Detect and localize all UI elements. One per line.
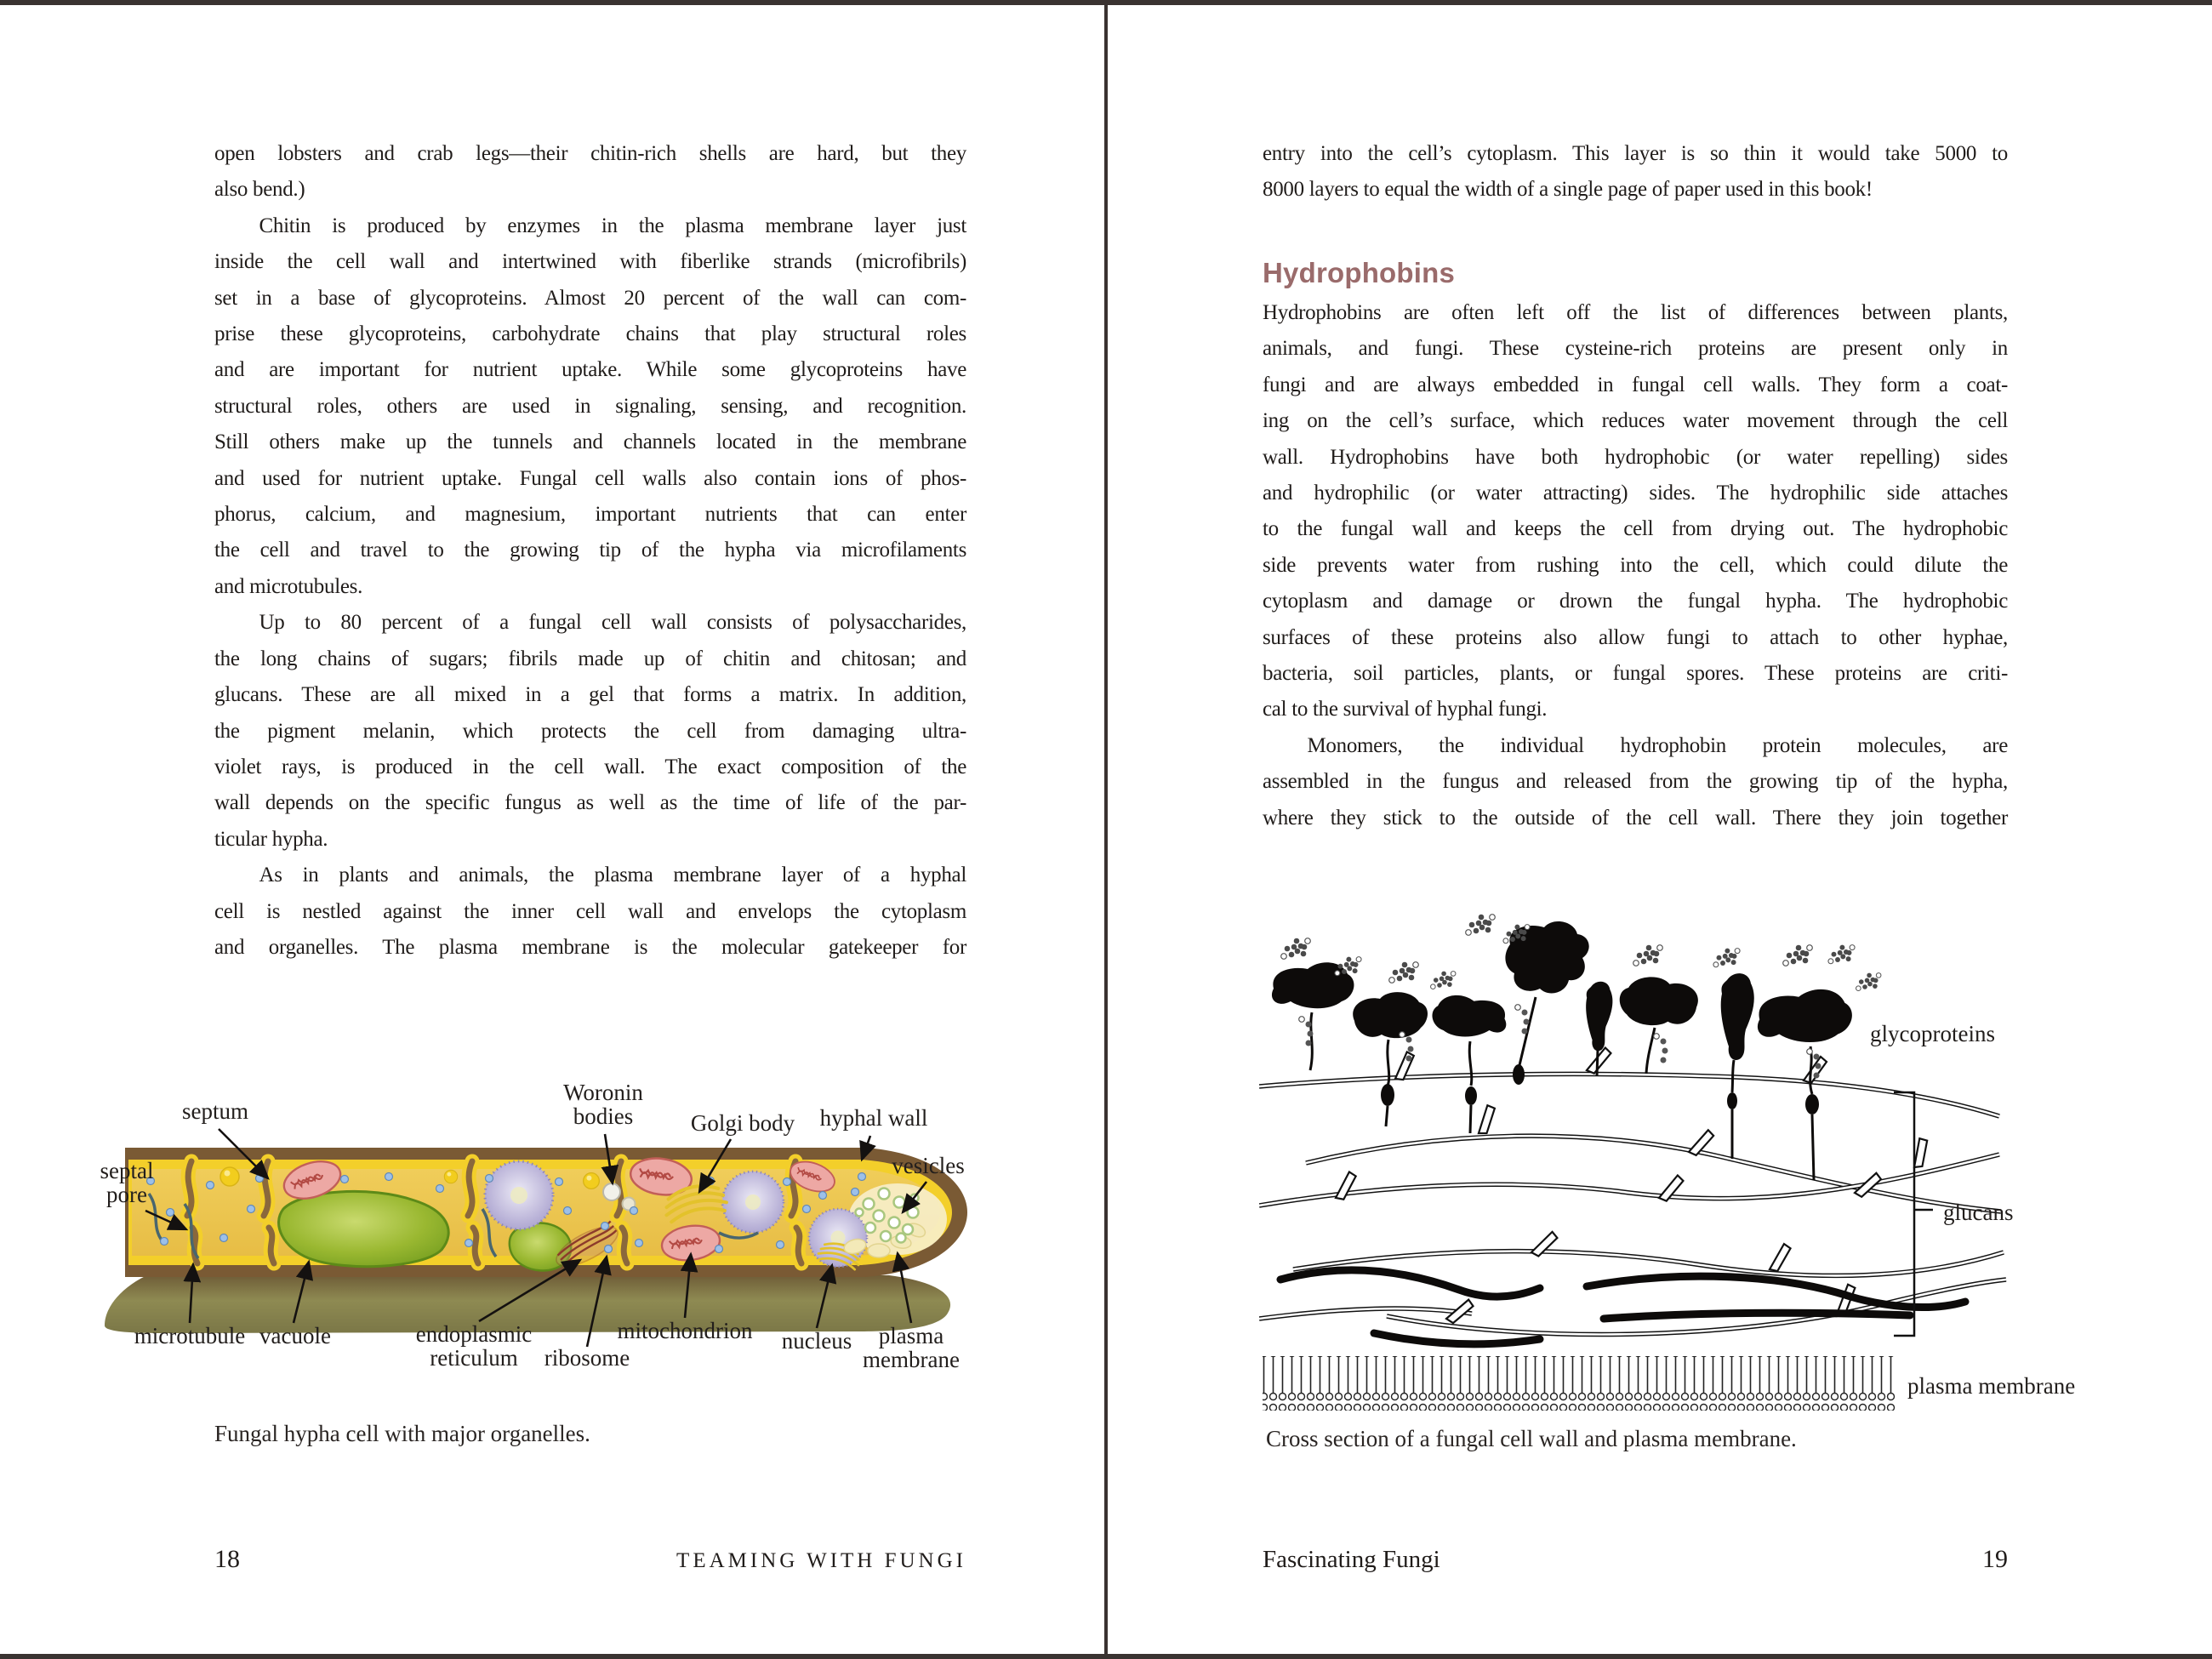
spread-gutter-divider [1104, 0, 1108, 1659]
text-line: and used for nutrient uptake. Fungal cell walls also contain ions of phos- [214, 466, 966, 490]
label-vacuole: vacuole [259, 1323, 331, 1348]
glucan-strands [1259, 1074, 2006, 1334]
paragraph [214, 605, 966, 858]
label-endoplasmic: endoplasmic [415, 1321, 533, 1347]
label-golgi-body: Golgi body [690, 1110, 795, 1136]
text-line: Chitin is produced by enzymes in the plasma membrane layer just [259, 214, 966, 237]
label-reticulum: reticulum [430, 1345, 518, 1371]
label-mitochondrion: mitochondrion [617, 1318, 753, 1343]
right-page-footer [1263, 1545, 2008, 1574]
text-line: entry into the cell’s cytoplasm. This layer is so thin it would take 5000 to [1263, 142, 2008, 165]
text-line: violet rays, is produced in the cell wall. The exact composition of the [214, 755, 966, 778]
label-woronin: Woronin [563, 1080, 643, 1105]
text-line: the long chains of sugars; fibrils made up of chitin and chitosan; and [214, 647, 966, 670]
text-line: Up to 80 percent of a fungal cell wall consists of polysaccharides, [259, 611, 966, 635]
text-line: and hydrophilic (or water attracting) sides. The hydrophilic side attaches [1263, 482, 2008, 505]
label-nucleus: nucleus [781, 1328, 852, 1354]
label-plasma-membrane: plasma membrane [1907, 1373, 2076, 1399]
text-line: wall depends on the specific fungus as well as the time of life of the par- [214, 791, 966, 815]
text-line: Hydrophobins are often left off the list of differences between plants, [1263, 301, 2008, 324]
left-page-footer [214, 1545, 966, 1574]
left-page-text-column [214, 136, 966, 966]
text-line: phorus, calcium, and magnesium, important nutrients that can enter [214, 503, 966, 527]
text-line: Still others make up the tunnels and channels located in the membrane [214, 430, 966, 454]
label-vesicles: vesicles [892, 1153, 965, 1178]
paragraph [214, 136, 966, 208]
text-line: side prevents water from rushing into the cell, which could dilute the [1263, 553, 2008, 577]
label-microtubule: microtubule [134, 1323, 246, 1348]
section-heading-hydrophobins: Hydrophobins [1263, 257, 1456, 288]
figure-cell-wall-cross-section [1259, 912, 2093, 1431]
right-page-intro-column [1263, 136, 2008, 208]
label-hyphal-wall: hyphal wall [819, 1105, 928, 1131]
lipid-droplet-1 [220, 1167, 239, 1186]
left-figure-caption: Fungal hypha cell with major organelles. [214, 1421, 590, 1446]
label-glucans: glucans [1943, 1200, 2014, 1225]
text-line: surfaces of these proteins also allow fungi to attach to other hyphae, [1263, 625, 2008, 649]
right-page-body-column [1263, 295, 2008, 836]
paragraph [214, 858, 966, 966]
text-line: wall. Hydrophobins have both hydrophobic (or water repelling) sides [1263, 445, 2008, 469]
text-line: and are important for nutrient uptake. While some glycoproteins have [214, 358, 966, 382]
text-line: animals, and fungi. These cysteine-rich proteins are present only in [1263, 337, 2008, 361]
paragraph [1263, 295, 2008, 728]
figure-fungal-hypha-cell [89, 1066, 974, 1423]
label-bodies: bodies [573, 1103, 634, 1129]
text-line: open lobsters and crab legs—their chitin-rich shells are hard, but they [214, 142, 966, 165]
text-line: cell is nestled against the inner cell wall and envelops the cytoplasm [214, 899, 966, 923]
text-line: ing on the cell’s surface, which reduces water movement through the cell [1263, 409, 2008, 433]
text-line: to the fungal wall and keeps the cell from drying out. The hydrophobic [1263, 517, 2008, 541]
text-line: inside the cell wall and intertwined with fiberlike strands (microfibrils) [214, 250, 966, 274]
right-figure-caption: Cross section of a fungal cell wall and plasma membrane. [1266, 1426, 1797, 1451]
text-line: the pigment melanin, which protects the cell from damaging ultra- [214, 719, 966, 743]
paragraph [214, 208, 966, 605]
figure-labels [1870, 1021, 2075, 1399]
right-running-title: Fascinating Fungi [1263, 1546, 1440, 1573]
right-page-number: 19 [1982, 1545, 2008, 1573]
text-line: As in plants and animals, the plasma membrane layer of a hyphal [259, 864, 966, 887]
nucleus-1 [485, 1161, 553, 1229]
vacuole-large [279, 1191, 449, 1266]
lipid-droplet-3 [444, 1170, 457, 1183]
text-line: glucans. These are all mixed in a gel that forms a matrix. In addition, [214, 683, 966, 707]
text-line: fungi and are always embedded in fungal cell walls. They form a coat- [1263, 373, 2008, 396]
text-line: where they stick to the outside of the cell wall. There they join together [1263, 806, 2008, 830]
text-line: bacteria, soil particles, plants, or fungal spores. These proteins are criti- [1263, 662, 2008, 686]
label-septal: septal [100, 1158, 154, 1183]
label-septum: septum [182, 1098, 248, 1124]
nucleus-2 [722, 1172, 784, 1233]
text-line: assembled in the fungus and released from the growing tip of the hypha, [1263, 770, 2008, 794]
label-membrane: membrane [863, 1347, 960, 1372]
text-line: and organelles. The plasma membrane is the molecular gatekeeper for [214, 935, 966, 959]
text-line: Monomers, the individual hydrophobin protein molecules, are [1307, 733, 2008, 757]
text-line: also bend.) [214, 178, 305, 202]
left-page-number: 18 [214, 1545, 240, 1573]
label-plasma: plasma [878, 1323, 944, 1348]
lipid-droplet-2 [584, 1173, 600, 1189]
text-line: ticular hypha. [214, 827, 328, 851]
left-running-title: TEAMING WITH FUNGI [676, 1549, 966, 1572]
text-line: 8000 layers to equal the width of a single page of paper used in this book! [1263, 178, 1873, 202]
label-ribosome: ribosome [544, 1345, 630, 1371]
plasma-membrane-bilayer [1263, 1356, 1896, 1411]
text-line: cytoplasm and damage or drown the fungal hypha. The hydrophobic [1263, 590, 2008, 613]
text-line: structural roles, others are used in signaling, sensing, and recognition. [214, 394, 966, 418]
label-pore: pore [106, 1182, 147, 1207]
text-line: the cell and travel to the growing tip of the hypha via microfilaments [214, 539, 966, 562]
paragraph [1263, 728, 2008, 836]
paragraph [1263, 136, 2008, 208]
text-line: cal to the survival of hyphal fungi. [1263, 698, 1548, 721]
text-line: set in a base of glycoproteins. Almost 20 percent of the wall can com- [214, 286, 966, 310]
text-line: prise these glycoproteins, carbohydrate chains that play structural roles [214, 322, 966, 346]
text-line: and microtubules. [214, 574, 363, 598]
label-glycoproteins: glycoproteins [1870, 1021, 1995, 1046]
